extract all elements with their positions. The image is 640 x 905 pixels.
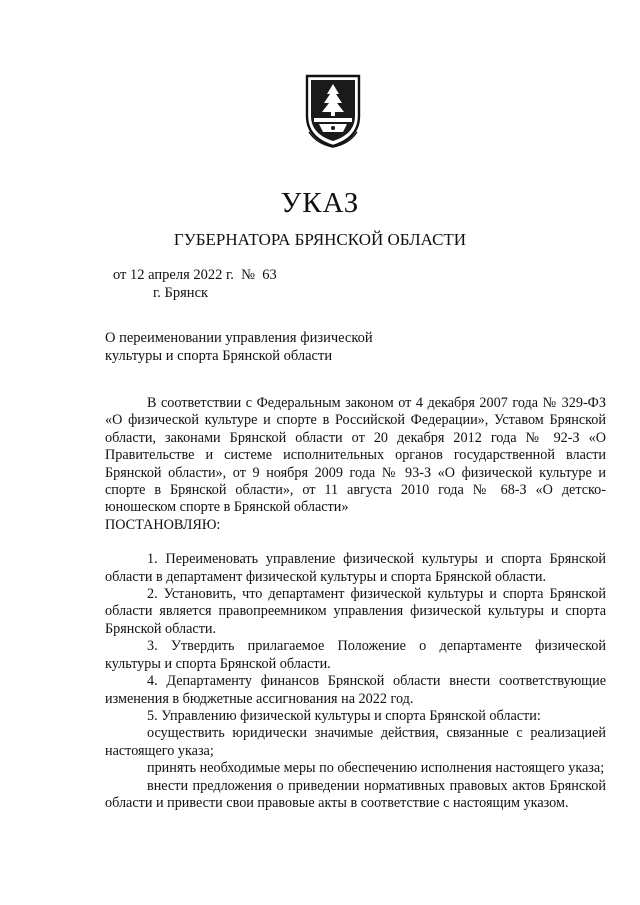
document-date-number: от 12 апреля 2022 г. № 63	[113, 267, 277, 283]
document-city: г. Брянск	[153, 285, 209, 301]
document-subtitle: ГУБЕРНАТОРА БРЯНСКОЙ ОБЛАСТИ	[173, 230, 467, 249]
subject-line: культуры и спорта Брянской области	[105, 348, 333, 364]
sub-list-item: осуществить юридически значимые действия, связанные с реализацией настоящего указа;	[105, 725, 606, 759]
sub-list-item: принять необходимые меры по обеспечению исполнения настоящего указа;	[147, 760, 605, 777]
document-title: УКАЗ	[280, 187, 360, 219]
list-item: 3. Утвердить прилагаемое Положение о департаменте физической культуры и спорта Брянской области.	[105, 638, 606, 672]
list-item: 1. Переименовать управление физической культуры и спорта Брянской области в департамент физической культуры и спорта Брянской области.	[105, 551, 606, 585]
document-subject	[105, 329, 425, 365]
list-item: 5. Управлению физической культуры и спорта Брянской области:	[147, 707, 541, 724]
list-item: 2. Установить, что департамент физической культуры и спорта Брянской области является правопреемником управления физической культуры и спорта Брянской области.	[105, 586, 606, 637]
list-item: 4. Департаменту финансов Брянской области внести соответствующие изменения в бюджетные ассигнования на 2022 год.	[105, 673, 606, 707]
subject-line: О переименовании управления физической	[105, 330, 373, 346]
sub-list-item: внести предложения о приведении нормативных правовых актов Брянской области и привести свои правовые акты в соответствие с настоящим указом.	[105, 777, 606, 811]
decree-word: ПОСТАНОВЛЯЮ:	[105, 516, 221, 533]
preamble-paragraph: В соответствии с Федеральным законом от 4 декабря 2007 года № 329-ФЗ «О физической культуре и спорте в Российской Федерации», Уставом Брянской области, законами Брянской области от 20 декабря 2012 года № 92-З «О Правительстве и системе исполнительных органов государственной власти Брянской области», от 9 ноября 2009 года № 93-З «О физической культуре и спорте в Брянской области», от 11 августа 2010 года № 68-З «О детско-юношеском спорте в Брянской области»	[105, 395, 606, 516]
spacer	[105, 534, 606, 551]
document-body	[105, 395, 606, 812]
bryansk-coat-of-arms-icon	[301, 72, 365, 150]
